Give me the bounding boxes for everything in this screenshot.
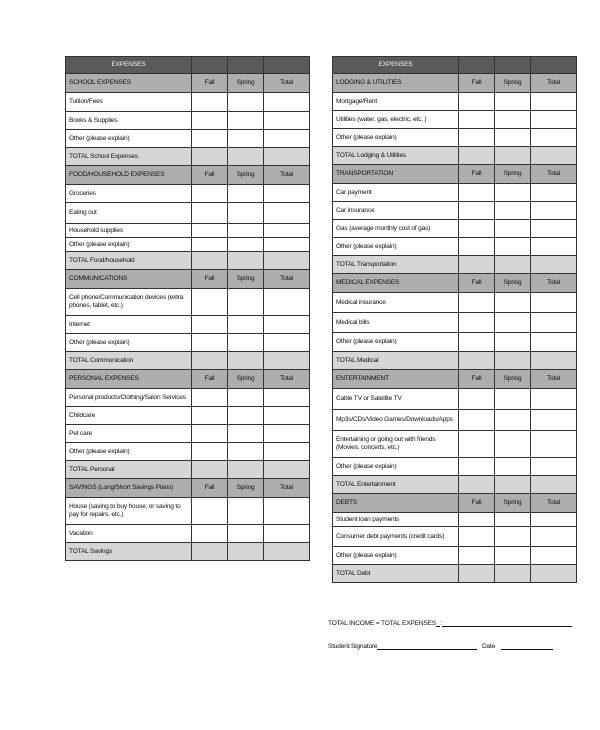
- total-cell-total[interactable]: [531, 256, 577, 274]
- section-header-row: [333, 494, 577, 513]
- total-income-label: TOTAL INCOME = TOTAL EXPENSES: [328, 620, 436, 627]
- column-header-fall: Fall: [192, 270, 228, 289]
- amount-cell-total[interactable]: [264, 93, 310, 112]
- amount-cell-spring[interactable]: [495, 129, 531, 147]
- date-line[interactable]: [482, 643, 553, 650]
- section-total-row: [333, 147, 577, 165]
- amount-cell-total[interactable]: [264, 185, 310, 203]
- total-cell-spring[interactable]: [495, 256, 531, 274]
- column-header-spring: Spring: [228, 166, 264, 185]
- amount-cell-total[interactable]: [264, 238, 310, 252]
- amount-cell-spring[interactable]: [228, 443, 264, 461]
- total-cell-total[interactable]: [531, 565, 577, 583]
- column-header-fall: Fall: [459, 370, 495, 389]
- total-cell-total[interactable]: [264, 543, 310, 561]
- amount-cell-total[interactable]: [531, 293, 577, 313]
- table-header-cell: [459, 57, 495, 74]
- item-label: Groceries: [66, 185, 192, 203]
- amount-cell-total[interactable]: [531, 202, 577, 220]
- total-cell-total[interactable]: [531, 352, 577, 370]
- item-label: Other (please explain): [66, 334, 192, 352]
- section-title: FOOD/HOUSEHOLD EXPENSES: [66, 166, 192, 185]
- column-header-fall: Fall: [192, 74, 228, 93]
- total-income-equals-expenses-line[interactable]: TOTAL INCOME = TOTAL EXPENSES :: [328, 620, 572, 627]
- item-label: Other (please explain): [333, 238, 459, 256]
- section-total-row: [66, 543, 310, 561]
- table-row: [333, 313, 577, 333]
- amount-cell-total[interactable]: [264, 498, 310, 525]
- total-cell-fall[interactable]: [192, 352, 228, 370]
- table-header-row: [66, 57, 310, 74]
- column-header-spring: Spring: [495, 165, 531, 184]
- amount-cell-total[interactable]: [531, 389, 577, 410]
- item-label: Car insurance: [333, 202, 459, 220]
- table-row: [333, 547, 577, 565]
- amount-cell-total[interactable]: [531, 431, 577, 458]
- column-header-spring: Spring: [228, 479, 264, 498]
- amount-cell-total[interactable]: [264, 443, 310, 461]
- item-label: Cable TV or Satellite TV: [333, 389, 459, 410]
- item-label: Books & Supplies: [66, 112, 192, 130]
- table-header-title: EXPENSES: [66, 57, 192, 74]
- table-header-cell: [264, 57, 310, 74]
- signature-blank[interactable]: [377, 643, 477, 650]
- amount-cell-fall[interactable]: [192, 289, 228, 316]
- total-cell-spring[interactable]: [228, 352, 264, 370]
- amount-cell-fall[interactable]: [459, 410, 495, 431]
- total-cell-total[interactable]: [264, 352, 310, 370]
- item-label: Household supplies: [66, 224, 192, 238]
- table-row: [333, 410, 577, 431]
- section-header-row: [66, 479, 310, 498]
- table-row: [66, 316, 310, 334]
- amount-cell-fall[interactable]: [459, 513, 495, 527]
- amount-cell-fall[interactable]: [192, 389, 228, 407]
- amount-cell-fall[interactable]: [459, 238, 495, 256]
- total-cell-spring[interactable]: [228, 461, 264, 479]
- amount-cell-fall[interactable]: [459, 431, 495, 458]
- amount-cell-spring[interactable]: [228, 93, 264, 112]
- total-cell-fall[interactable]: [459, 565, 495, 583]
- item-label: Student loan payments: [333, 513, 459, 527]
- column-header-total: Total: [264, 166, 310, 185]
- section-title: TRANSPORTATION: [333, 165, 459, 184]
- amount-cell-total[interactable]: [531, 220, 577, 238]
- section-total-label: TOTAL Savings: [66, 543, 192, 561]
- table-header-cell: [495, 57, 531, 74]
- item-label: Other (please explain): [333, 333, 459, 352]
- total-cell-fall[interactable]: [459, 352, 495, 370]
- amount-cell-total[interactable]: [531, 184, 577, 202]
- column-header-total: Total: [264, 270, 310, 289]
- amount-cell-fall[interactable]: [192, 425, 228, 443]
- table-row: [66, 498, 310, 525]
- item-label: Other (please explain): [66, 443, 192, 461]
- section-title: DEBTS: [333, 494, 459, 513]
- item-label: Other (please explain): [66, 238, 192, 252]
- amount-cell-fall[interactable]: [459, 547, 495, 565]
- table-row: [333, 202, 577, 220]
- date-blank[interactable]: [501, 643, 553, 650]
- amount-cell-spring[interactable]: [228, 130, 264, 148]
- section-total-label: TOTAL Communication: [66, 352, 192, 370]
- column-header-spring: Spring: [495, 274, 531, 293]
- amount-cell-fall[interactable]: [459, 389, 495, 410]
- amount-cell-total[interactable]: [531, 238, 577, 256]
- amount-cell-total[interactable]: [531, 547, 577, 565]
- table-row: [333, 389, 577, 410]
- table-row: [333, 129, 577, 147]
- section-header-row: [66, 370, 310, 389]
- section-total-label: TOTAL Personal: [66, 461, 192, 479]
- section-total-label: TOTAL Food/household: [66, 252, 192, 270]
- section-title: ENTERTAINMENT: [333, 370, 459, 389]
- table-row: [66, 112, 310, 130]
- amount-cell-total[interactable]: [264, 316, 310, 334]
- amount-cell-total[interactable]: [264, 525, 310, 543]
- amount-cell-total[interactable]: [264, 407, 310, 425]
- section-header-row: [66, 166, 310, 185]
- amount-cell-spring[interactable]: [495, 111, 531, 129]
- amount-cell-spring[interactable]: [228, 112, 264, 130]
- column-header-total: Total: [531, 494, 577, 513]
- amount-cell-fall[interactable]: [459, 220, 495, 238]
- section-total-label: TOTAL Medical: [333, 352, 459, 370]
- item-label: Tuition/Fees: [66, 93, 192, 112]
- section-title: PERSONAL EXPENSES: [66, 370, 192, 389]
- table-row: [66, 407, 310, 425]
- section-header-row: [333, 274, 577, 293]
- signature-line[interactable]: [328, 643, 477, 650]
- section-header-row: [66, 270, 310, 289]
- column-header-fall: Fall: [459, 165, 495, 184]
- amount-cell-spring[interactable]: [228, 316, 264, 334]
- amount-cell-spring[interactable]: [495, 93, 531, 111]
- total-income-blank[interactable]: [442, 620, 572, 627]
- column-header-total: Total: [531, 274, 577, 293]
- amount-cell-spring[interactable]: [495, 220, 531, 238]
- amount-cell-total[interactable]: [264, 130, 310, 148]
- amount-cell-fall[interactable]: [459, 313, 495, 333]
- table-row: [66, 203, 310, 224]
- amount-cell-total[interactable]: [264, 224, 310, 238]
- column-header-fall: Fall: [459, 494, 495, 513]
- section-total-row: [333, 352, 577, 370]
- amount-cell-spring[interactable]: [228, 407, 264, 425]
- amount-cell-fall[interactable]: [459, 293, 495, 313]
- amount-cell-spring[interactable]: [228, 238, 264, 252]
- section-total-label: TOTAL Transportation: [333, 256, 459, 274]
- amount-cell-spring[interactable]: [228, 425, 264, 443]
- item-label: Car payment: [333, 184, 459, 202]
- table-row: [333, 93, 577, 111]
- item-label: Childcare: [66, 407, 192, 425]
- section-total-row: [66, 461, 310, 479]
- total-cell-total[interactable]: [531, 147, 577, 165]
- item-label: House (saving to buy house, or saving to pay for repairs, etc.): [66, 498, 192, 525]
- item-label: Mortgage/Rent: [333, 93, 459, 111]
- total-cell-spring[interactable]: [228, 543, 264, 561]
- amount-cell-spring[interactable]: [495, 431, 531, 458]
- amount-cell-fall[interactable]: [192, 498, 228, 525]
- table-row: [66, 289, 310, 316]
- table-row: [66, 525, 310, 543]
- table-row: [333, 220, 577, 238]
- section-total-label: TOTAL Entertainment: [333, 476, 459, 494]
- column-header-total: Total: [264, 370, 310, 389]
- amount-cell-spring[interactable]: [495, 313, 531, 333]
- amount-cell-total[interactable]: [264, 289, 310, 316]
- amount-cell-fall[interactable]: [192, 185, 228, 203]
- amount-cell-fall[interactable]: [459, 93, 495, 111]
- amount-cell-spring[interactable]: [495, 238, 531, 256]
- amount-cell-fall[interactable]: [192, 93, 228, 112]
- item-label: Internet: [66, 316, 192, 334]
- amount-cell-total[interactable]: [531, 458, 577, 476]
- item-label: Eating out: [66, 203, 192, 224]
- column-header-fall: Fall: [192, 166, 228, 185]
- column-header-spring: Spring: [495, 494, 531, 513]
- amount-cell-fall[interactable]: [459, 129, 495, 147]
- column-header-total: Total: [531, 165, 577, 184]
- amount-cell-fall[interactable]: [192, 334, 228, 352]
- table-row: [66, 93, 310, 112]
- amount-cell-fall[interactable]: [192, 407, 228, 425]
- amount-cell-spring[interactable]: [495, 547, 531, 565]
- amount-cell-spring[interactable]: [228, 389, 264, 407]
- amount-cell-total[interactable]: [264, 112, 310, 130]
- column-header-total: Total: [264, 479, 310, 498]
- table-row: [333, 238, 577, 256]
- amount-cell-fall[interactable]: [459, 184, 495, 202]
- table-row: [333, 333, 577, 352]
- amount-cell-spring[interactable]: [495, 410, 531, 431]
- amount-cell-fall[interactable]: [459, 458, 495, 476]
- item-label: Gas (average monthly cost of gas): [333, 220, 459, 238]
- table-row: [333, 293, 577, 313]
- total-cell-spring[interactable]: [228, 148, 264, 166]
- item-label: Utilities (water, gas, electric, etc. ): [333, 111, 459, 129]
- amount-cell-fall[interactable]: [192, 130, 228, 148]
- total-cell-total[interactable]: [264, 252, 310, 270]
- section-total-row: [66, 148, 310, 166]
- amount-cell-fall[interactable]: [192, 203, 228, 224]
- amount-cell-total[interactable]: [264, 203, 310, 224]
- item-label: Cell phone/Communication devices (extra phones, tablet, etc.): [66, 289, 192, 316]
- table-row: [66, 425, 310, 443]
- total-cell-spring[interactable]: [495, 565, 531, 583]
- column-header-spring: Spring: [228, 74, 264, 93]
- item-label: Consumer debt payments (credit cards): [333, 527, 459, 547]
- section-total-row: [333, 476, 577, 494]
- section-total-row: [66, 252, 310, 270]
- amount-cell-fall[interactable]: [192, 224, 228, 238]
- table-header-cell: [228, 57, 264, 74]
- column-header-fall: Fall: [459, 274, 495, 293]
- column-header-total: Total: [264, 74, 310, 93]
- amount-cell-fall[interactable]: [192, 525, 228, 543]
- total-cell-spring[interactable]: [228, 252, 264, 270]
- table-row: [66, 130, 310, 148]
- amount-cell-total[interactable]: [531, 129, 577, 147]
- amount-cell-total[interactable]: [531, 410, 577, 431]
- total-cell-total[interactable]: [264, 461, 310, 479]
- table-row: [66, 224, 310, 238]
- amount-cell-spring[interactable]: [495, 333, 531, 352]
- amount-cell-spring[interactable]: [228, 525, 264, 543]
- item-label: Other (please explain): [333, 129, 459, 147]
- total-cell-fall[interactable]: [192, 148, 228, 166]
- total-cell-fall[interactable]: [459, 256, 495, 274]
- amount-cell-total[interactable]: [264, 334, 310, 352]
- table-row: [66, 334, 310, 352]
- amount-cell-total[interactable]: [264, 425, 310, 443]
- column-header-spring: Spring: [228, 270, 264, 289]
- amount-cell-spring[interactable]: [495, 184, 531, 202]
- section-title: SCHOOL EXPENSES: [66, 74, 192, 93]
- amount-cell-total[interactable]: [531, 513, 577, 527]
- student-signature-label: Student Signature: [328, 643, 378, 650]
- total-cell-fall[interactable]: [459, 147, 495, 165]
- amount-cell-spring[interactable]: [228, 185, 264, 203]
- column-header-total: Total: [531, 74, 577, 93]
- section-header-row: [333, 74, 577, 93]
- table-row: [66, 443, 310, 461]
- total-cell-spring[interactable]: [495, 147, 531, 165]
- amount-cell-spring[interactable]: [495, 202, 531, 220]
- item-label: Other (please explain): [333, 458, 459, 476]
- section-title: MEDICAL EXPENSES: [333, 274, 459, 293]
- section-header-row: [333, 165, 577, 184]
- amount-cell-total[interactable]: [531, 93, 577, 111]
- amount-cell-total[interactable]: [531, 527, 577, 547]
- amount-cell-spring[interactable]: [495, 389, 531, 410]
- amount-cell-fall[interactable]: [459, 527, 495, 547]
- amount-cell-fall[interactable]: [459, 333, 495, 352]
- total-cell-fall[interactable]: [192, 543, 228, 561]
- amount-cell-spring[interactable]: [495, 458, 531, 476]
- table-row: [333, 513, 577, 527]
- section-total-label: TOTAL School Expenses: [66, 148, 192, 166]
- amount-cell-spring[interactable]: [228, 224, 264, 238]
- amount-cell-spring[interactable]: [495, 293, 531, 313]
- section-total-label: TOTAL Lodging & Utilities: [333, 147, 459, 165]
- table-header-cell: [192, 57, 228, 74]
- date-label: Date: [482, 643, 496, 650]
- expenses-table-left: [65, 56, 310, 561]
- amount-cell-fall[interactable]: [459, 202, 495, 220]
- amount-cell-fall[interactable]: [192, 316, 228, 334]
- table-row: [66, 389, 310, 407]
- table-row: [66, 185, 310, 203]
- section-title: COMMUNICATIONS: [66, 270, 192, 289]
- amount-cell-total[interactable]: [531, 111, 577, 129]
- amount-cell-total[interactable]: [264, 389, 310, 407]
- amount-cell-fall[interactable]: [192, 443, 228, 461]
- amount-cell-spring[interactable]: [495, 527, 531, 547]
- column-header-fall: Fall: [192, 479, 228, 498]
- expenses-table-right: [332, 56, 577, 583]
- item-label: Entertaining or going out with friends (Movies, concerts, etc.): [333, 431, 459, 458]
- total-cell-fall[interactable]: [192, 461, 228, 479]
- amount-cell-total[interactable]: [531, 333, 577, 352]
- total-cell-spring[interactable]: [495, 352, 531, 370]
- total-cell-total[interactable]: [531, 476, 577, 494]
- amount-cell-spring[interactable]: [495, 513, 531, 527]
- table-row: [333, 184, 577, 202]
- amount-cell-fall[interactable]: [459, 111, 495, 129]
- item-label: Mp3s/CDs/Video Games/Downloads/Apps: [333, 410, 459, 431]
- item-label: Medical insurance: [333, 293, 459, 313]
- item-label: Other (please explain): [66, 130, 192, 148]
- amount-cell-spring[interactable]: [228, 289, 264, 316]
- column-header-fall: Fall: [192, 370, 228, 389]
- item-label: Vacation: [66, 525, 192, 543]
- section-total-row: [333, 256, 577, 274]
- amount-cell-spring[interactable]: [228, 498, 264, 525]
- item-label: Personal products/Clothing/Salon Services: [66, 389, 192, 407]
- column-header-fall: Fall: [459, 74, 495, 93]
- table-row: [333, 458, 577, 476]
- item-label: Pet care: [66, 425, 192, 443]
- amount-cell-fall[interactable]: [192, 238, 228, 252]
- column-header-spring: Spring: [228, 370, 264, 389]
- amount-cell-fall[interactable]: [192, 112, 228, 130]
- table-row: [333, 111, 577, 129]
- column-header-spring: Spring: [495, 370, 531, 389]
- column-header-total: Total: [531, 370, 577, 389]
- table-row: [333, 431, 577, 458]
- section-header-row: [66, 74, 310, 93]
- table-row: [66, 238, 310, 252]
- section-title: LODGING & UTILITIES: [333, 74, 459, 93]
- section-title: SAVINGS (Long/Short Savings Plans): [66, 479, 192, 498]
- table-header-title: EXPENSES: [333, 57, 459, 74]
- section-total-label: TOTAL Debt: [333, 565, 459, 583]
- total-cell-fall[interactable]: [459, 476, 495, 494]
- amount-cell-total[interactable]: [531, 313, 577, 333]
- section-total-row: [333, 565, 577, 583]
- total-cell-spring[interactable]: [495, 476, 531, 494]
- item-label: Medical bills: [333, 313, 459, 333]
- total-cell-fall[interactable]: [192, 252, 228, 270]
- amount-cell-spring[interactable]: [228, 203, 264, 224]
- section-total-row: [66, 352, 310, 370]
- amount-cell-spring[interactable]: [228, 334, 264, 352]
- section-header-row: [333, 370, 577, 389]
- table-header-row: [333, 57, 577, 74]
- column-header-spring: Spring: [495, 74, 531, 93]
- total-cell-total[interactable]: [264, 148, 310, 166]
- item-label: Other (please explain): [333, 547, 459, 565]
- table-header-cell: [531, 57, 577, 74]
- table-row: [333, 527, 577, 547]
